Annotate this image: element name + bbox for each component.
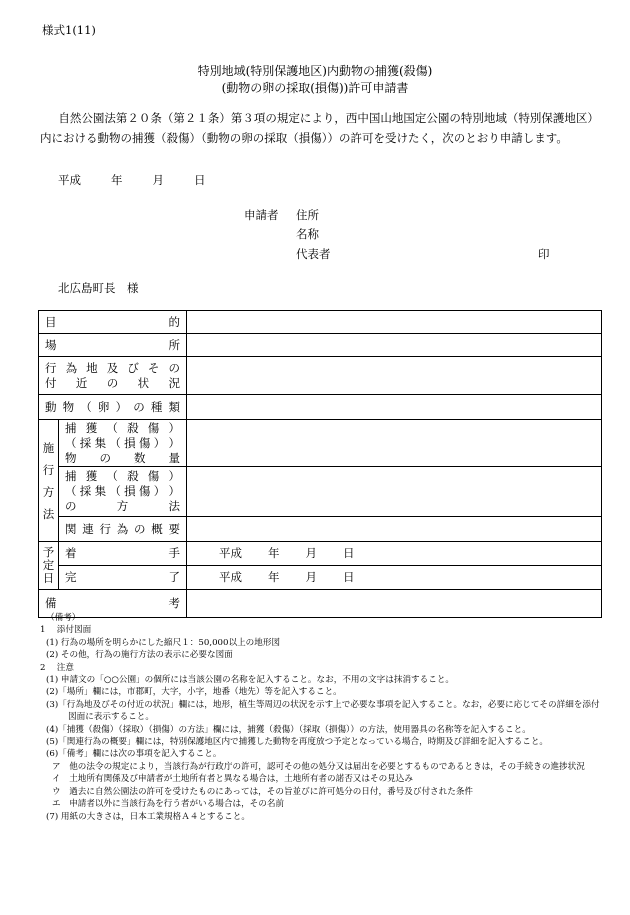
applicant-address-label: 住所: [296, 208, 319, 222]
related-label-text-char: 関: [65, 521, 77, 536]
place-label-text-char: 場: [45, 337, 57, 352]
species-label-text-char: ）: [115, 399, 128, 414]
date-day: 日: [194, 173, 206, 187]
quantity-label-line3-char: 量: [168, 450, 180, 465]
method-label-line2-char: 傷: [138, 484, 151, 498]
start-date-day: 日: [343, 546, 355, 560]
species-label-text-char: 卵: [97, 399, 110, 414]
method-group-char-2: 行: [42, 462, 55, 477]
situation-label-line2: [45, 376, 180, 391]
related-field[interactable]: [187, 517, 602, 542]
method-label-line1-char: ）: [168, 469, 180, 483]
quantity-label-line1-char: 獲: [85, 420, 98, 435]
notes-item: (3)「行為地及びその付近の状況」欄には，地形，植生等周辺の状況を示す上で必要な事項を記入すること。なお，必要に応じてその詳細を添付図面に表示すること。: [46, 699, 600, 723]
method-label-line2-char: 損: [124, 484, 136, 498]
situation-label-line1: [45, 361, 180, 376]
method-label: [59, 467, 187, 517]
species-label: [39, 395, 187, 420]
quantity-label-line2-char: 集: [94, 435, 107, 450]
row-end: [39, 566, 602, 590]
schedule-group-char-1: 予: [42, 545, 55, 559]
situation-label-line1-char: の: [168, 360, 180, 375]
form-number: 様式1(11): [42, 23, 96, 37]
row-situation: [39, 357, 602, 395]
method-label-line3-char: の: [65, 499, 77, 513]
row-place: [39, 334, 602, 357]
quantity-label-line3-char: 数: [134, 450, 146, 465]
method-group-label: [39, 420, 59, 542]
quantity-label-line2-char: （: [109, 435, 121, 450]
related-label: [59, 517, 187, 542]
method-label-line1-char: 傷: [147, 469, 160, 483]
method-label-line2: [65, 484, 180, 499]
quantity-label-line3: [65, 451, 180, 466]
situation-label-line1-char: び: [127, 360, 139, 375]
row-start: [39, 542, 602, 566]
situation-field[interactable]: [187, 357, 602, 395]
notes-item: (2)「場所」欄には，市郡町，大字，小字，地番（地先）等を記入すること。: [46, 687, 342, 698]
notes-item: (6)「備考」欄には次の事項を記入すること。: [46, 749, 222, 760]
method-label-line1-char: 捕: [65, 469, 77, 483]
row-method: [39, 467, 602, 517]
situation-label-line1-char: そ: [147, 360, 160, 375]
start-date-month: 月: [305, 546, 317, 560]
method-label-line2-char: （: [65, 484, 77, 498]
quantity-label-line1-char: 殺: [127, 420, 139, 435]
situation-label-line1-char: 為: [65, 360, 78, 375]
notes-section1-heading: 1 添付図面: [40, 625, 92, 636]
schedule-group-char-3: 日: [42, 571, 55, 585]
end-label-text-char: 了: [168, 570, 180, 584]
end-label-text-char: 完: [65, 570, 77, 584]
method-label-line2-char: 集: [94, 484, 107, 498]
notes-subitem: イ 土地所有関係及び申請者が土地所有者と異なる場合は，土地所有者の諾否又はその見込み: [52, 774, 413, 785]
place-label-text-char: 所: [168, 337, 180, 352]
row-species: [39, 395, 602, 420]
related-label-text: [65, 522, 180, 537]
date-era: 平成: [58, 173, 81, 187]
notes-item: (7) 用紙の大きさは，日本工業規格Ａ４とすること。: [46, 811, 250, 822]
situation-label-line2-char: 近: [75, 375, 88, 390]
notes-section2-heading: 2 注意: [40, 662, 74, 673]
method-label-line1: [65, 469, 180, 484]
notes-item: (1) 行為の場所を明らかにした縮尺１：50,000以上の地形図: [46, 637, 281, 648]
species-label-text-char: 動: [45, 399, 57, 414]
related-label-text-char: 行: [99, 521, 111, 536]
quantity-label-line3-char: 物: [65, 450, 77, 465]
end-date-year: 年: [268, 570, 280, 584]
situation-label-line2-char: の: [106, 375, 119, 390]
application-date: [58, 172, 206, 188]
species-label-text-char: 物: [62, 399, 75, 414]
notes-heading: （備考）: [46, 613, 81, 623]
notes-item: (2) その他，行為の施行方法の表示に必要な図面: [46, 650, 233, 661]
situation-label: [39, 357, 187, 395]
applicant-name-label: 名称: [296, 227, 319, 241]
related-label-text-char: の: [134, 521, 146, 536]
date-month: 月: [152, 173, 164, 187]
method-label-line1-char: 獲: [85, 469, 98, 483]
applicant-label: 申請者: [244, 208, 279, 222]
notes-item: (4)「捕獲（殺傷）（採取）（損傷）の方法」欄には，捕獲（殺傷）（採取（損傷））の方法，使用器具の名称等を記入すること。: [46, 724, 531, 735]
form-title-line1: 特別地域(特別保護地区)内動物の捕獲(殺傷): [197, 64, 433, 78]
method-label-line3-char: 法: [168, 499, 180, 513]
notes-item: (1) 申請文の「○○公園」の個所には当該公園の名称を記入すること。なお，不用の文字は抹消すること。: [46, 675, 455, 686]
end-date-field[interactable]: [187, 566, 602, 590]
row-related: [39, 517, 602, 542]
method-label-line2-char: ）: [153, 484, 166, 498]
start-date-year: 年: [268, 546, 280, 560]
related-label-text-char: 為: [116, 521, 129, 536]
place-label: [39, 334, 187, 357]
method-label-line2-char: 採: [79, 484, 92, 498]
remarks-label-text-char: 備: [45, 596, 57, 610]
start-label-text-char: 手: [168, 546, 180, 560]
species-label-text-char: の: [133, 399, 145, 414]
quantity-label-line2-char: ）: [168, 435, 180, 450]
method-label-line2-char: （: [109, 484, 121, 498]
situation-label-line2-char: 付: [45, 375, 57, 390]
applicant-representative-label: 代表者: [296, 247, 331, 261]
end-date-day: 日: [343, 570, 355, 584]
start-date-field[interactable]: [187, 542, 602, 566]
species-label-text-char: 類: [168, 399, 180, 414]
quantity-label-line1-char: ）: [168, 420, 180, 435]
related-label-text-char: 要: [168, 521, 180, 536]
method-label-line2-char: ）: [168, 484, 180, 498]
quantity-label-line3-char: の: [99, 450, 111, 465]
quantity-label-line2-char: 採: [79, 435, 92, 450]
row-quantity: [39, 420, 602, 467]
situation-label-line1-char: 及: [106, 360, 119, 375]
remarks-label-text-char: 考: [168, 596, 180, 610]
notes-item: (5)「関連行為の概要」欄には，特別保護地区内で捕獲した動物を再度放つ予定となっている場合，時期及び詳細を記入すること。: [46, 737, 549, 748]
end-date-era: 平成: [219, 570, 242, 584]
situation-label-line1-char: 行: [45, 360, 57, 375]
start-label: [59, 542, 187, 566]
date-year: 年: [111, 173, 123, 187]
purpose-label: [39, 311, 187, 334]
purpose-label-text-char: 的: [168, 314, 180, 329]
method-group-char-3: 方: [42, 484, 55, 499]
quantity-label: [59, 420, 187, 467]
species-label-text: [45, 400, 180, 415]
quantity-label-line2-char: （: [65, 435, 77, 450]
purpose-label-text-char: 目: [45, 314, 57, 329]
quantity-field[interactable]: [187, 420, 602, 467]
method-label-line1-char: （: [106, 469, 118, 483]
method-label-line3: [65, 499, 180, 514]
related-label-text-char: 連: [82, 521, 94, 536]
end-label: [59, 566, 187, 590]
start-date-era: 平成: [219, 546, 242, 560]
schedule-group-char-2: 定: [42, 558, 55, 572]
species-field[interactable]: [187, 395, 602, 420]
notes-section: [40, 612, 602, 823]
notes-subitem: ウ 過去に自然公園法の許可を受けたものにあっては，その旨並びに許可処分の日付，番号及び付された条件: [52, 786, 474, 797]
method-group-char-4: 法: [42, 506, 55, 521]
purpose-field[interactable]: [187, 311, 602, 334]
quantity-label-line1: [65, 421, 180, 436]
method-label-line1-char: 殺: [127, 469, 139, 483]
method-group-char-1: 施: [42, 440, 55, 455]
species-label-text-char: （: [80, 399, 92, 414]
quantity-label-line2-char: 傷: [138, 435, 151, 450]
situation-label-line1-char: 地: [86, 360, 98, 375]
row-purpose: [39, 311, 602, 334]
addressee: 北広島町長 様: [58, 281, 139, 295]
place-field[interactable]: [187, 334, 602, 357]
quantity-label-line1-char: 捕: [65, 420, 77, 435]
intro-paragraph: 自然公園法第２０条（第２１条）第３項の規定により，西中国山地国定公園の特別地域（特別保護地区）内における動物の捕獲（殺傷）（動物の卵の採取（損傷））の許可を受けたく，次のとおり申請します。: [40, 111, 599, 145]
related-label-text-char: 概: [151, 521, 163, 536]
quantity-label-line2-char: ）: [153, 435, 166, 450]
quantity-label-line1-char: 傷: [147, 420, 160, 435]
species-label-text-char: 種: [150, 399, 163, 414]
situation-label-line2-char: 況: [168, 375, 180, 390]
notes-subitem: エ 申請者以外に当該行為を行う者がいる場合は，その名前: [52, 799, 285, 810]
schedule-group-label: [39, 542, 59, 590]
quantity-label-line1-char: （: [106, 420, 118, 435]
start-label-text-char: 着: [65, 546, 77, 560]
end-date-month: 月: [305, 570, 317, 584]
quantity-label-line2-char: 損: [124, 435, 136, 450]
form-title-line2: (動物の卵の採取(損傷))許可申請書: [221, 81, 409, 95]
method-field[interactable]: [187, 467, 602, 517]
seal-mark: 印: [538, 247, 550, 261]
application-table: [38, 310, 602, 618]
notes-subitem: ア 他の法令の規定により，当該行為が行政庁の許可，認可その他の処分又は届出を必要とするものであるときは，その手続きの進捗状況: [52, 761, 585, 772]
quantity-label-line2: [65, 436, 180, 451]
situation-label-line2-char: 状: [137, 375, 150, 390]
method-label-line3-char: 方: [116, 499, 129, 513]
